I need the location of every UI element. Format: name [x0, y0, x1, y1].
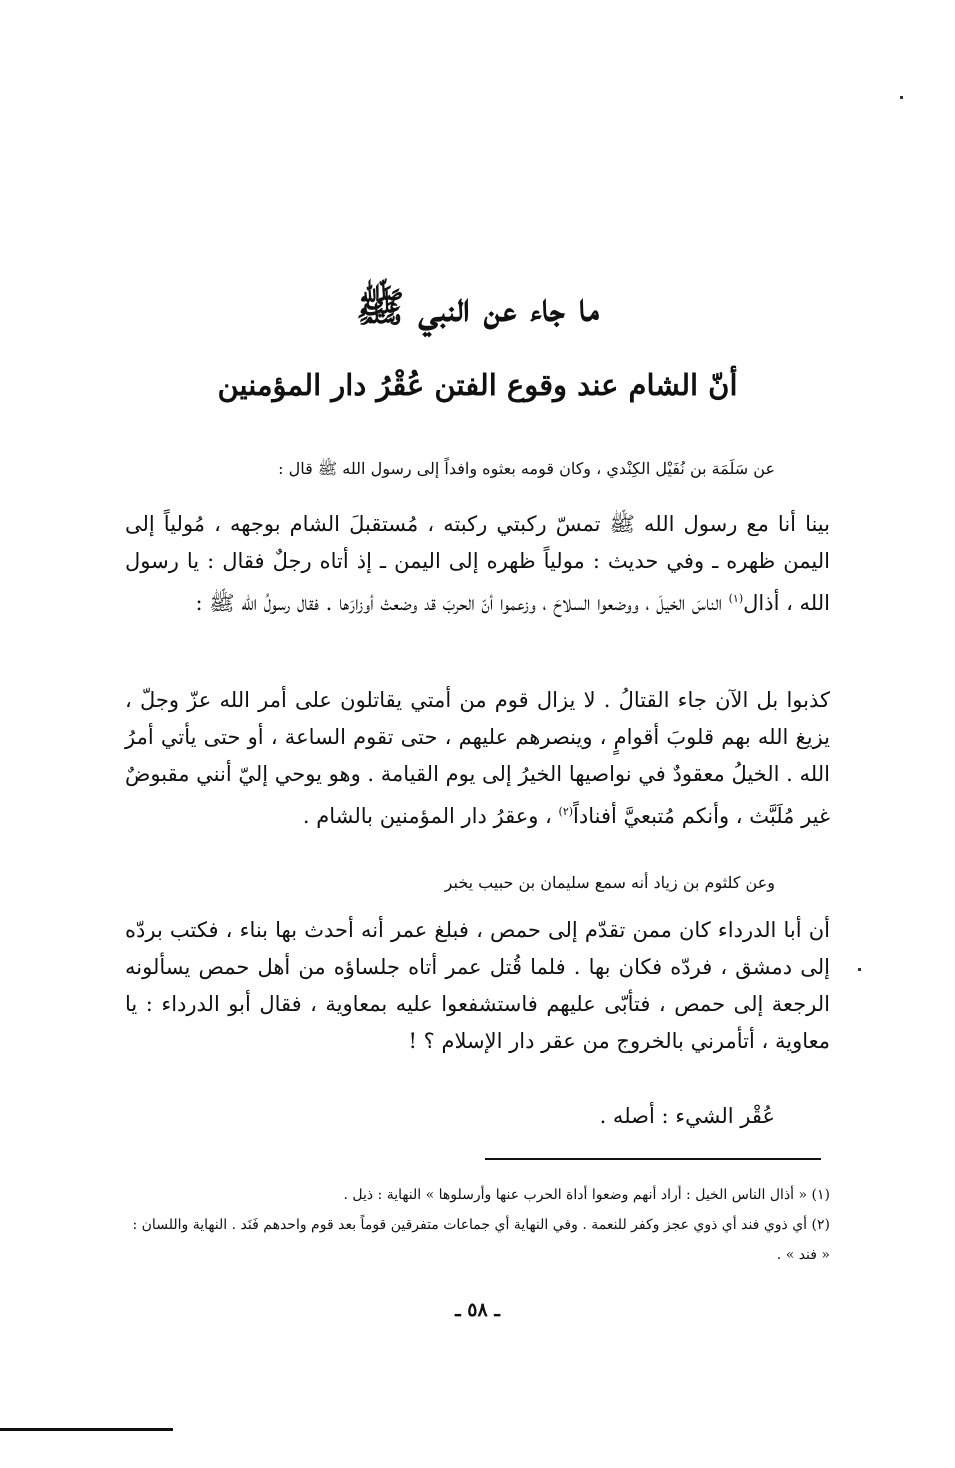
footnote-divider: [485, 1158, 821, 1160]
hadith-text-1: بينا أنا مع رسول الله ﷺ تمسّ ركبتي ركبته ، مُستقبلَ الشام بوجهه ، مُولياً إلى اليمن ظهره ـ وفي حديث : مولياً ظهره إلى اليمن ـ إذ أتاه رجلٌ فقال : يا رسول الله ، أذال: [125, 512, 830, 615]
hadith-text-1-end: الناسَ الخيلَ ، ووضعوا السلاحَ ، وزعموا أنّ الحربَ قد وضعتْ أوزارَها . فقال رسولُ الله ﷺ :: [195, 591, 729, 615]
narration-intro-2: وعن كلثوم بن زياد أنه سمع سليمان بن حبيب يخبر: [444, 873, 775, 892]
narration-intro-1: عن سَلَمَة بن نُفَيْل الكِنْدي ، وكان قومه بعثوه وافداً إلى رسول الله ﷺ قال :: [278, 459, 775, 478]
hadith-text-2: كذبوا بل الآن جاء القتالُ . لا يزال قوم من أمتي يقاتلون على أمر الله عزّ وجلّ ، يزيغ الله بهم قلوبَ أقوامٍ ، وينصرهم عليهم ، حتى تقوم الساعة ، أو حتى يأتي أمرُ الله . الخيلُ معقودٌ في نواصيها الخيرُ إلى يوم القيامة . وهو يوحي إليّ أنني مقبوضٌ غير مُلَبَّث ، وأنكم مُتبعيَّ أفناداً: [125, 688, 830, 828]
scan-speck: [858, 968, 861, 971]
scan-artifact-line: [0, 1428, 173, 1431]
footnote-ref-2: (٢): [558, 805, 574, 818]
footnote-ref-1: (١): [728, 592, 744, 605]
definition-line: عُقْر الشيء : أصله .: [599, 1104, 775, 1128]
hadith-text-2-end: ، وعقرُ دار المؤمنين بالشام .: [302, 804, 559, 828]
footnotes: [120, 1180, 830, 1270]
page-number: ـ ٥٨ ـ: [455, 1299, 500, 1321]
chapter-subtitle: أنّ الشام عند وقوع الفتن عُقْرُ دار المؤمنين: [217, 368, 738, 402]
footnote-2: (٢) أي ذوي فند أي ذوي عجز وكفر للنعمة . وفي النهاية أي جماعات متفرقين قوماً بعد قوم واحدهم فَنَد . النهاية واللسان : « فند » .: [132, 1217, 830, 1263]
scan-speck: [900, 96, 903, 99]
hadith-paragraph-2: [125, 682, 830, 835]
hadith-paragraph-1: [125, 506, 830, 622]
narration-paragraph-3: أن أبا الدرداء كان ممن تقدّم إلى حمص ، فبلغ عمر أنه أحدث بها بناء ، فكتب بردّه إلى دمشق ، فردّه فكان بها . فلما قُتل عمر أتاه جلساؤه من أهل حمص يسألونه الرجعة إلى حمص ، فتأبّى عليهم فاستشفعوا عليه بمعاوية ، فقال أبو الدرداء : يا معاوية ، أتأمرني بالخروج من عقر دار الإسلام ؟ !: [125, 918, 830, 1053]
chapter-title: ما جاء عن النبي ﷺ: [355, 284, 600, 331]
footnote-1: (١) « أذال الناس الخيل : أراد أنهم وضعوا أداة الحرب عنها وأرسلوها » النهاية : ذيل .: [343, 1187, 830, 1203]
